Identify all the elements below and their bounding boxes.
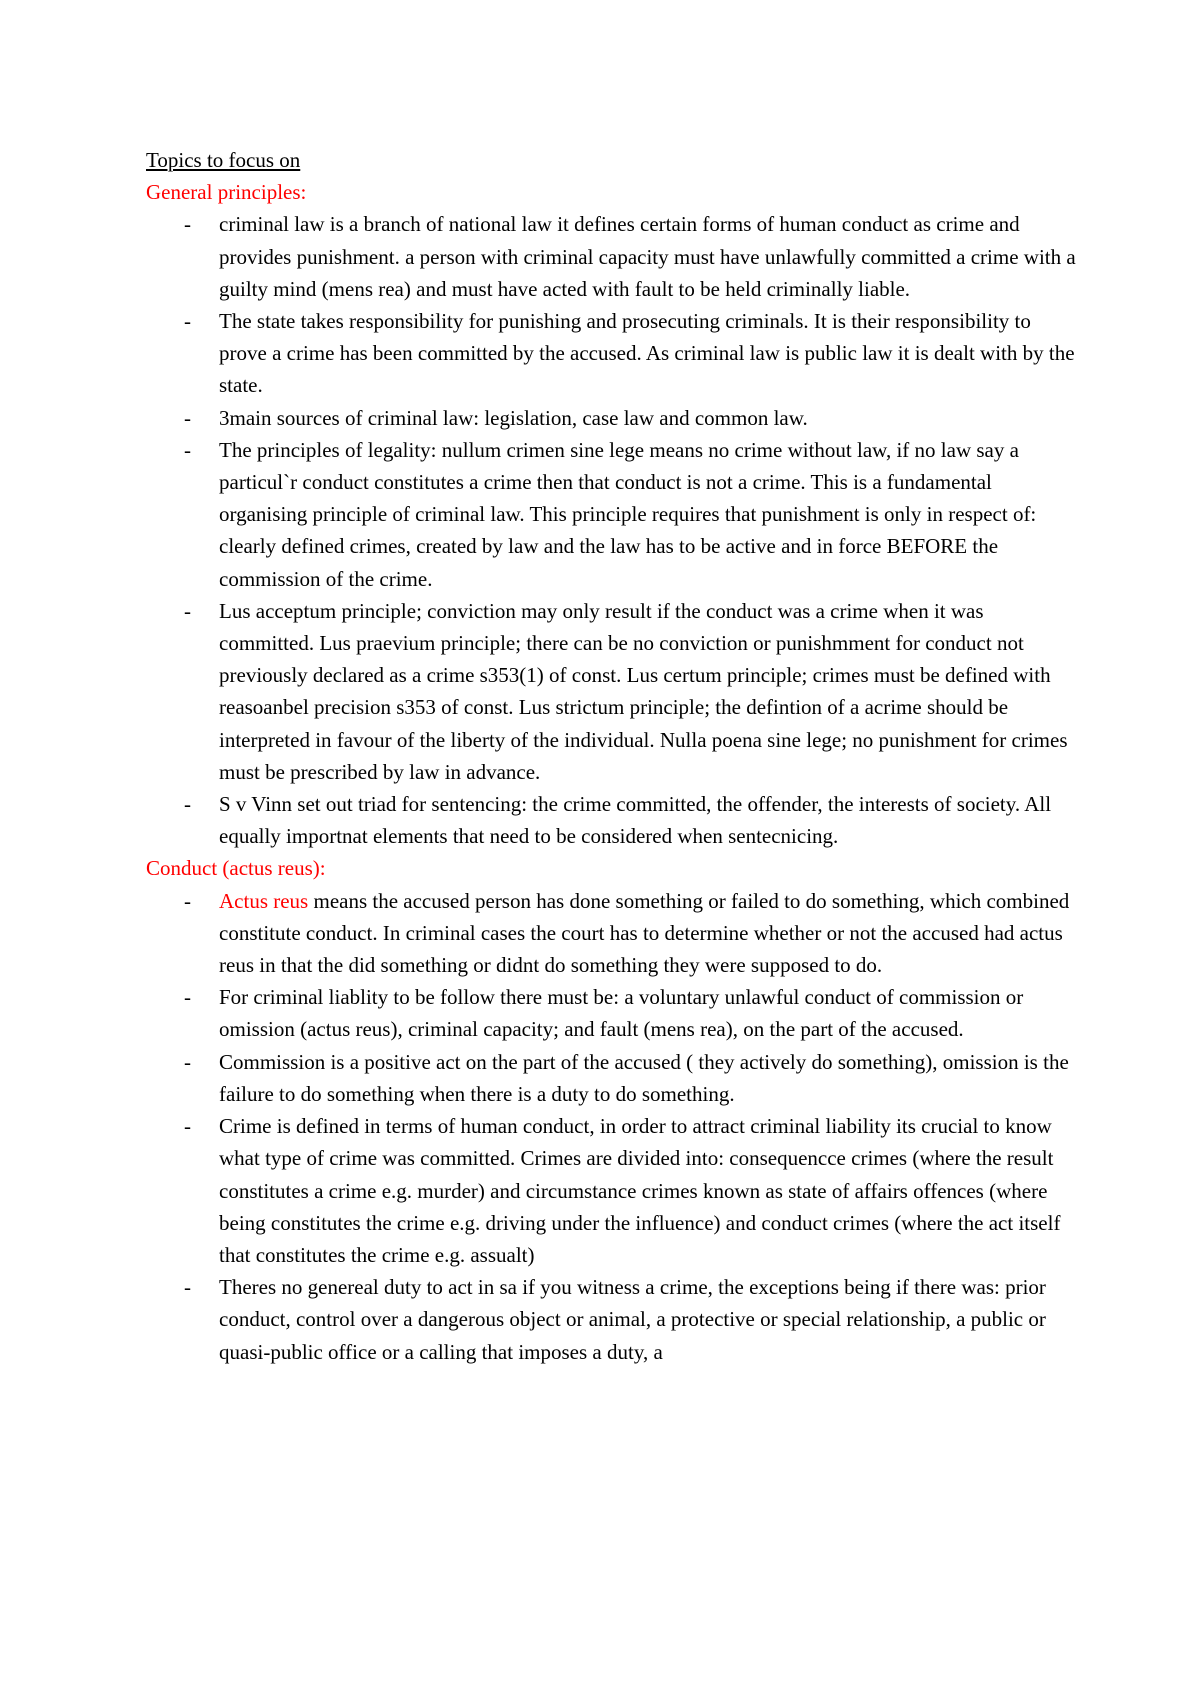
bullet-dash-icon: - xyxy=(184,212,191,237)
section-heading-general-principles: General principles: xyxy=(146,180,307,205)
bullet-dash-icon: - xyxy=(184,1114,191,1139)
list-item xyxy=(146,305,1076,402)
list-item xyxy=(146,1046,1076,1110)
general-principles-list xyxy=(146,208,1076,852)
document-body xyxy=(146,144,1076,1368)
list-item-text: 3main sources of criminal law: legislation, case law and common law. xyxy=(219,405,808,430)
section-heading-conduct: Conduct (actus reus): xyxy=(146,856,326,881)
list-item xyxy=(146,885,1076,982)
list-item xyxy=(146,434,1076,595)
bullet-dash-icon: - xyxy=(184,985,191,1010)
bullet-dash-icon: - xyxy=(184,888,191,913)
bullet-dash-icon: - xyxy=(184,437,191,462)
conduct-list xyxy=(146,885,1076,1368)
list-item-text: The state takes responsibility for punishing and prosecuting criminals. It is their responsibility to prove a crime has been committed by the accused. As criminal law is public law it is dealt with by the state. xyxy=(219,309,1075,398)
list-item-text: Commission is a positive act on the part of the accused ( they actively do something), omission is the failure to do something when there is a duty to do something. xyxy=(219,1049,1069,1106)
list-item-text: The principles of legality: nullum crimen sine lege means no crime without law, if no law say a particul`r conduct constitutes a crime then that conduct is not a crime. This is a fundamental organising principle of criminal law. This principle requires that punishment is only in respect of: clearly defined crimes, created by law and the law has to be active and in force BEFORE the commission of the crime. xyxy=(219,437,1037,591)
bullet-dash-icon: - xyxy=(184,598,191,623)
bullet-dash-icon: - xyxy=(184,405,191,430)
list-item-lead-term: Actus reus xyxy=(219,888,309,913)
list-item xyxy=(146,981,1076,1045)
list-item-text: S v Vinn set out triad for sentencing: the crime committed, the offender, the interests of society. All equally importnat elements that need to be considered when sentecnicing. xyxy=(219,792,1052,849)
document-title: Topics to focus on xyxy=(146,148,301,172)
bullet-dash-icon: - xyxy=(184,1275,191,1300)
list-item xyxy=(146,595,1076,788)
bullet-dash-icon: - xyxy=(184,792,191,817)
list-item-text: criminal law is a branch of national law it defines certain forms of human conduct as crime and provides punishment. a person with criminal capacity must have unlawfully committed a crime with a guilty mind (mens rea) and must have acted with fault to be held criminally liable. xyxy=(219,212,1076,301)
list-item xyxy=(146,1271,1076,1368)
list-item xyxy=(146,1110,1076,1271)
list-item-text: Crime is defined in terms of human conduct, in order to attract criminal liability its crucial to know what type of crime was committed. Crimes are divided into: consequencce crimes (where the result constitutes a crime e.g. murder) and circumstance crimes known as state of affairs offences (where being constitutes the crime e.g. driving under the influence) and conduct crimes (where the act itself that constitutes the crime e.g. assualt) xyxy=(219,1114,1061,1267)
bullet-dash-icon: - xyxy=(184,1049,191,1074)
list-item xyxy=(146,208,1076,305)
list-item-text: Lus acceptum principle; conviction may only result if the conduct was a crime when it was committed. Lus praevium principle; there can be no conviction or punishmment for conduct not previously declared as a crime s353(1) of const. Lus certum principle; crimes must be defined with reasoanbel precision s353 of const. Lus strictum principle; the defintion of a acrime should be interpreted in favour of the liberty of the individual. Nulla poena sine lege; no punishment for crimes must be prescribed by law in advance. xyxy=(219,598,1068,784)
list-item-text: Theres no genereal duty to act in sa if you witness a crime, the exceptions being if there was: prior conduct, control over a dangerous object or animal, a protective or special relationship, a public or quasi-public office or a calling that imposes a duty, a xyxy=(219,1275,1046,1364)
list-item-text: means the accused person has done something or failed to do something, which combined constitute conduct. In criminal cases the court has to determine whether or not the accused had actus reus in that the did something or didnt do something they were supposed to do. xyxy=(219,888,1070,978)
list-item xyxy=(146,402,1076,434)
bullet-dash-icon: - xyxy=(184,309,191,334)
list-item-text: For criminal liablity to be follow there must be: a voluntary unlawful conduct of commission or omission (actus reus), criminal capacity; and fault (mens rea), on the part of the accused. xyxy=(219,985,1024,1042)
list-item xyxy=(146,788,1076,852)
